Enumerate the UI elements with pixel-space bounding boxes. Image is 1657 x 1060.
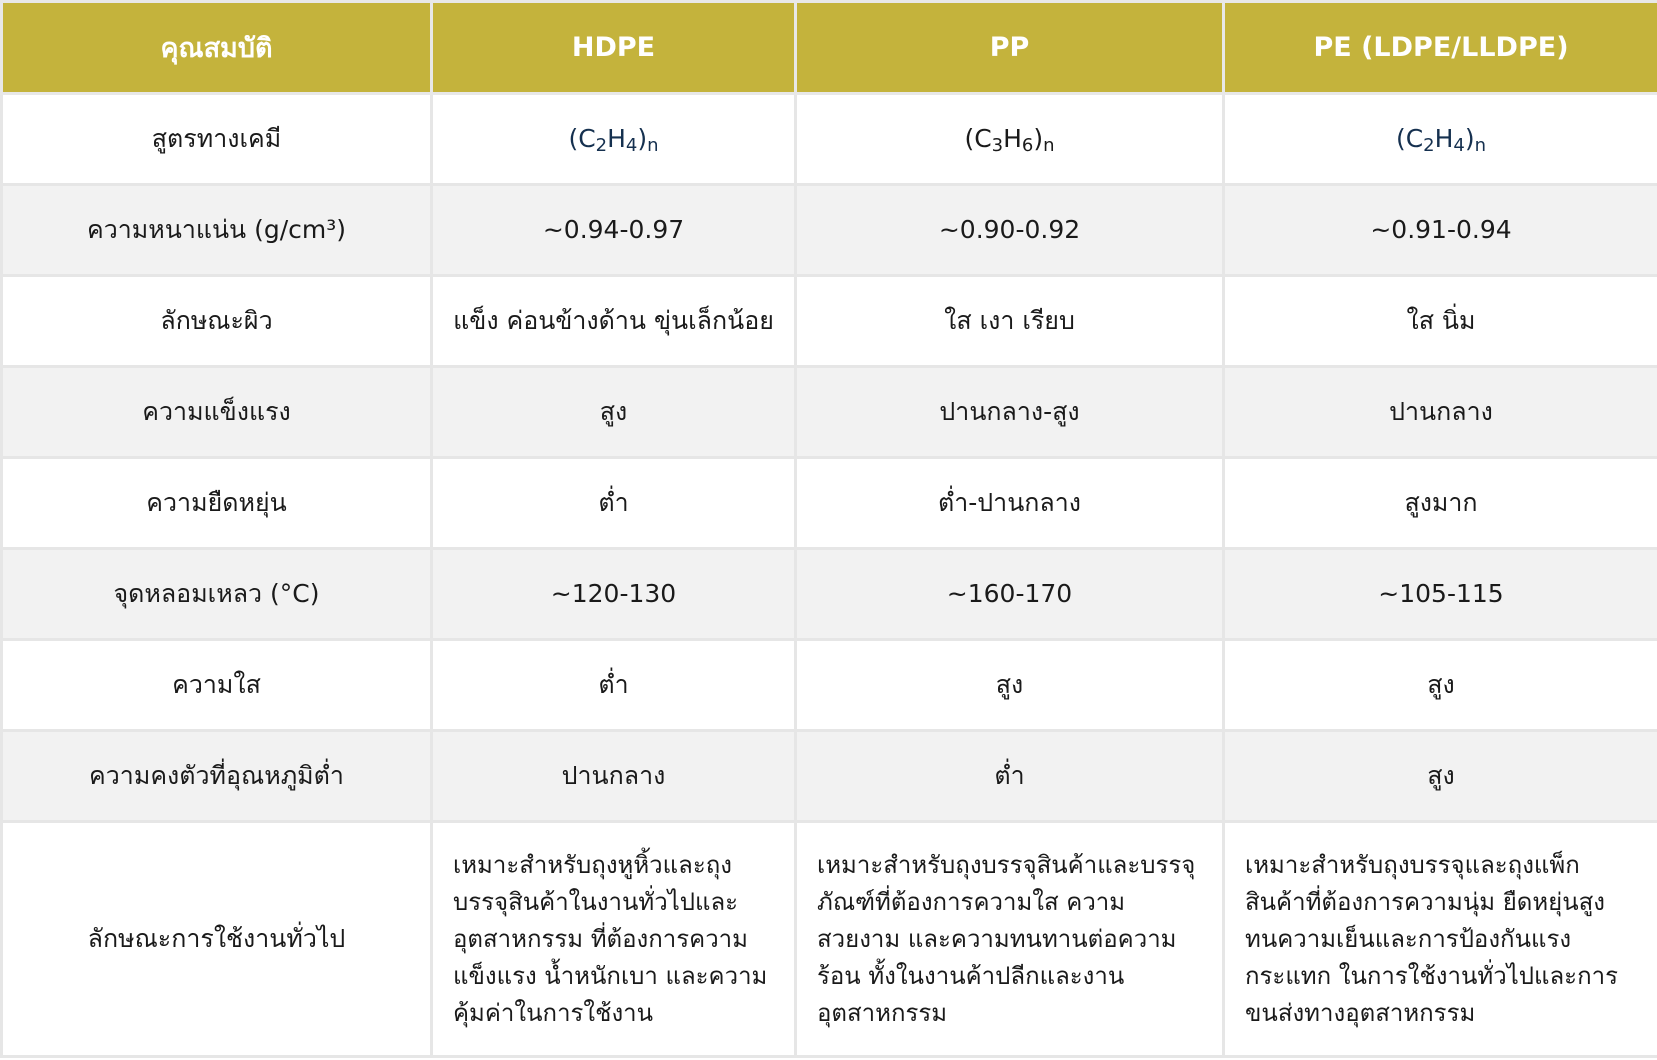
usage-line: แข็งแรง น้ำหนักเบา และความ [453, 961, 768, 990]
table-row-flexibility [2, 458, 1657, 549]
table-row-density [2, 185, 1657, 276]
row-label: ความคงตัวที่อุณหภูมิต่ำ [2, 731, 432, 822]
cell-pp: ต่ำ [796, 731, 1224, 822]
table-row-clarity [2, 640, 1657, 731]
usage-line: ทนความเย็นและการป้องกันแรง [1245, 924, 1572, 953]
formula-pp: $(C_3H_6)_n$ [796, 94, 1224, 185]
row-label: สูตรทางเคมี [2, 94, 432, 185]
cell-pp: ต่ำ-ปานกลาง [796, 458, 1224, 549]
usage-line: ขนส่งทางอุตสาหกรรม [1245, 998, 1476, 1027]
formula-hdpe: $(C_2H_4)_n$ [432, 94, 796, 185]
row-label: จุดหลอมเหลว (°C) [2, 549, 432, 640]
cell-hdpe: ~120-130 [432, 549, 796, 640]
usage-line: เหมาะสำหรับถุงหูหิ้วและถุง [453, 850, 732, 879]
header-property: คุณสมบัติ [2, 2, 432, 94]
usage-line: กระแทก ในการใช้งานทั่วไปและการ [1245, 961, 1618, 990]
cell-pe: ใส นิ่ม [1224, 276, 1657, 367]
usage-hdpe [432, 822, 796, 1057]
cell-pe: สูง [1224, 640, 1657, 731]
cell-pp: ~0.90-0.92 [796, 185, 1224, 276]
row-label: ลักษณะการใช้งานทั่วไป [2, 822, 432, 1057]
cell-hdpe: ปานกลาง [432, 731, 796, 822]
cell-pp: ปานกลาง-สูง [796, 367, 1224, 458]
cell-pp: ~160-170 [796, 549, 1224, 640]
cell-pe: ~0.91-0.94 [1224, 185, 1657, 276]
header-pp: PP [796, 2, 1224, 94]
usage-pe [1224, 822, 1657, 1057]
usage-line: คุ้มค่าในการใช้งาน [453, 998, 654, 1027]
cell-hdpe: สูง [432, 367, 796, 458]
usage-line: เหมาะสำหรับถุงบรรจุและถุงแพ็ก [1245, 850, 1580, 879]
row-label: ลักษณะผิว [2, 276, 432, 367]
row-label: ความยืดหยุ่น [2, 458, 432, 549]
cell-hdpe: แข็ง ค่อนข้างด้าน ขุ่นเล็กน้อย [432, 276, 796, 367]
usage-line: บรรจุสินค้าในงานทั่วไปและ [453, 887, 739, 916]
table-row-usage [2, 822, 1657, 1057]
header-hdpe: HDPE [432, 2, 796, 94]
usage-line: สวยงาม และความทนทานต่อความ [817, 924, 1177, 953]
header-pe: PE (LDPE/LLDPE) [1224, 2, 1657, 94]
cell-pe: ปานกลาง [1224, 367, 1657, 458]
cell-pe: สูงมาก [1224, 458, 1657, 549]
cell-pp: ใส เงา เรียบ [796, 276, 1224, 367]
usage-line: อุตสาหกรรม [817, 998, 948, 1027]
table-row-low-temp-stability [2, 731, 1657, 822]
table-row-strength [2, 367, 1657, 458]
cell-hdpe: ต่ำ [432, 640, 796, 731]
cell-pe: สูง [1224, 731, 1657, 822]
usage-line: สินค้าที่ต้องการความนุ่ม ยืดหยุ่นสูง [1245, 887, 1606, 916]
usage-line: อุตสาหกรรม ที่ต้องการความ [453, 924, 748, 953]
table-row-surface [2, 276, 1657, 367]
usage-line: ภัณฑ์ที่ต้องการความใส ความ [817, 887, 1126, 916]
usage-line: เหมาะสำหรับถุงบรรจุสินค้าและบรรจุ [817, 850, 1196, 879]
cell-pe: ~105-115 [1224, 549, 1657, 640]
row-label: ความหนาแน่น (g/cm³) [2, 185, 432, 276]
usage-pp [796, 822, 1224, 1057]
formula-pe: $(C_2H_4)_n$ [1224, 94, 1657, 185]
cell-hdpe: ต่ำ [432, 458, 796, 549]
table-row-melting-point [2, 549, 1657, 640]
usage-line: ร้อน ทั้งในงานค้าปลีกและงาน [817, 961, 1125, 990]
row-label: ความใส [2, 640, 432, 731]
table-header [2, 2, 1657, 94]
row-label: ความแข็งแรง [2, 367, 432, 458]
cell-hdpe: ~0.94-0.97 [432, 185, 796, 276]
cell-pp: สูง [796, 640, 1224, 731]
table-row-formula [2, 94, 1657, 185]
header-row [2, 2, 1657, 94]
table-body [2, 94, 1657, 1057]
